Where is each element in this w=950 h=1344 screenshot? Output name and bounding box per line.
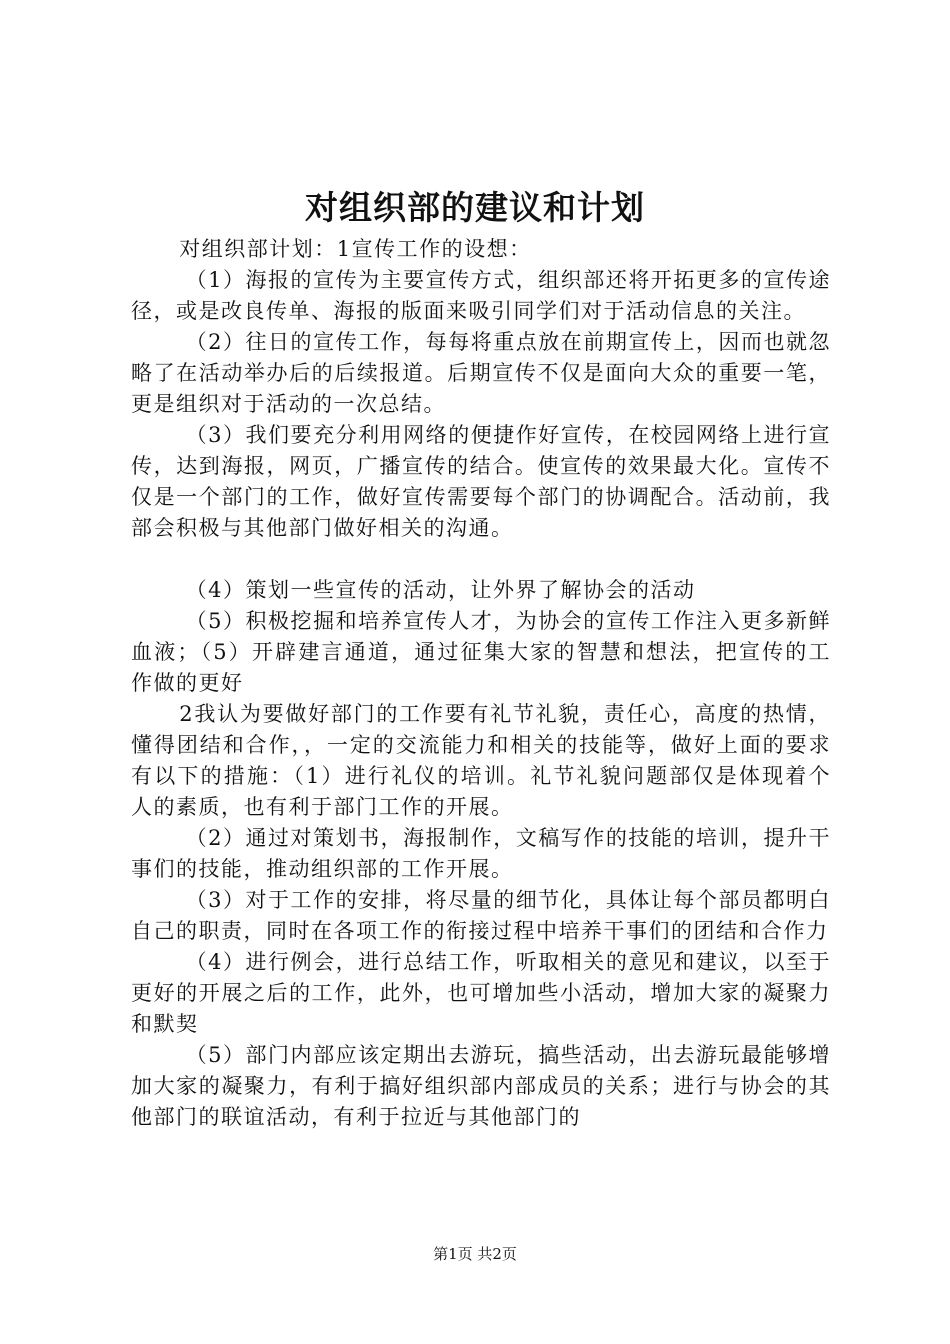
paragraph-item-2: （2）往日的宣传工作，每每将重点放在前期宣传上，因而也就忽略了在活动举办后的后续报道。后期宣传不仅是面向大众的重要一笔，更是组织对于活动的一次总结。 xyxy=(131,330,831,416)
paragraph-item-5: （5）积极挖掘和培养宣传人才，为协会的宣传工作注入更多新鲜血液；（5）开辟建言通道，通过征集大家的智慧和想法，把宣传的工作做的更好 xyxy=(131,609,831,695)
page-number: 第1页 共2页 xyxy=(433,1245,517,1263)
paragraph-item-1: （1）海报的宣传为主要宣传方式，组织部还将开拓更多的宣传途径，或是改良传单、海报的版面来吸引同学们对于活动信息的关注。 xyxy=(131,268,831,323)
paragraph-measure-4: （4）进行例会，进行总结工作，听取相关的意见和建议，以至于更好的开展之后的工作，此外，也可增加些小活动，增加大家的凝聚力和默契 xyxy=(131,950,831,1036)
paragraph-section-2: 2我认为要做好部门的工作要有礼节礼貌，责任心，高度的热情，懂得团结和合作，，一定的交流能力和相关的技能等，做好上面的要求有以下的措施：（1）进行礼仪的培训。礼节礼貌问题部仅是体现着个人的素质，也有利于部门工作的开展。 xyxy=(131,702,831,819)
paragraph-item-3: （3）我们要充分利用网络的便捷作好宣传，在校园网络上进行宣传，达到海报，网页，广播宣传的结合。使宣传的效果最大化。宣传不仅是一个部门的工作，做好宣传需要每个部门的协调配合。活动前，我部会积极与其他部门做好相关的沟通。 xyxy=(131,423,831,540)
paragraph-measure-2: （2）通过对策划书，海报制作，文稿写作的技能的培训，提升干事们的技能，推动组织部的工作开展。 xyxy=(131,826,831,881)
document-title: 对组织部的建议和计划 xyxy=(305,188,645,227)
paragraph-plan-intro: 对组织部计划：1宣传工作的设想： xyxy=(179,237,532,261)
paragraph-measure-3: （3）对于工作的安排，将尽量的细节化，具体让每个部员都明白自己的职责，同时在各项工作的衔接过程中培养干事们的团结和合作力 xyxy=(131,888,831,943)
document-body xyxy=(131,234,831,1133)
paragraph-item-4: （4）策划一些宣传的活动，让外界了解协会的活动 xyxy=(185,578,696,602)
paragraph-measure-5: （5）部门内部应该定期出去游玩，搞些活动，出去游玩最能够增加大家的凝聚力，有利于搞好组织部内部成员的关系；进行与协会的其他部门的联谊活动，有利于拉近与其他部门的 xyxy=(131,1043,831,1129)
